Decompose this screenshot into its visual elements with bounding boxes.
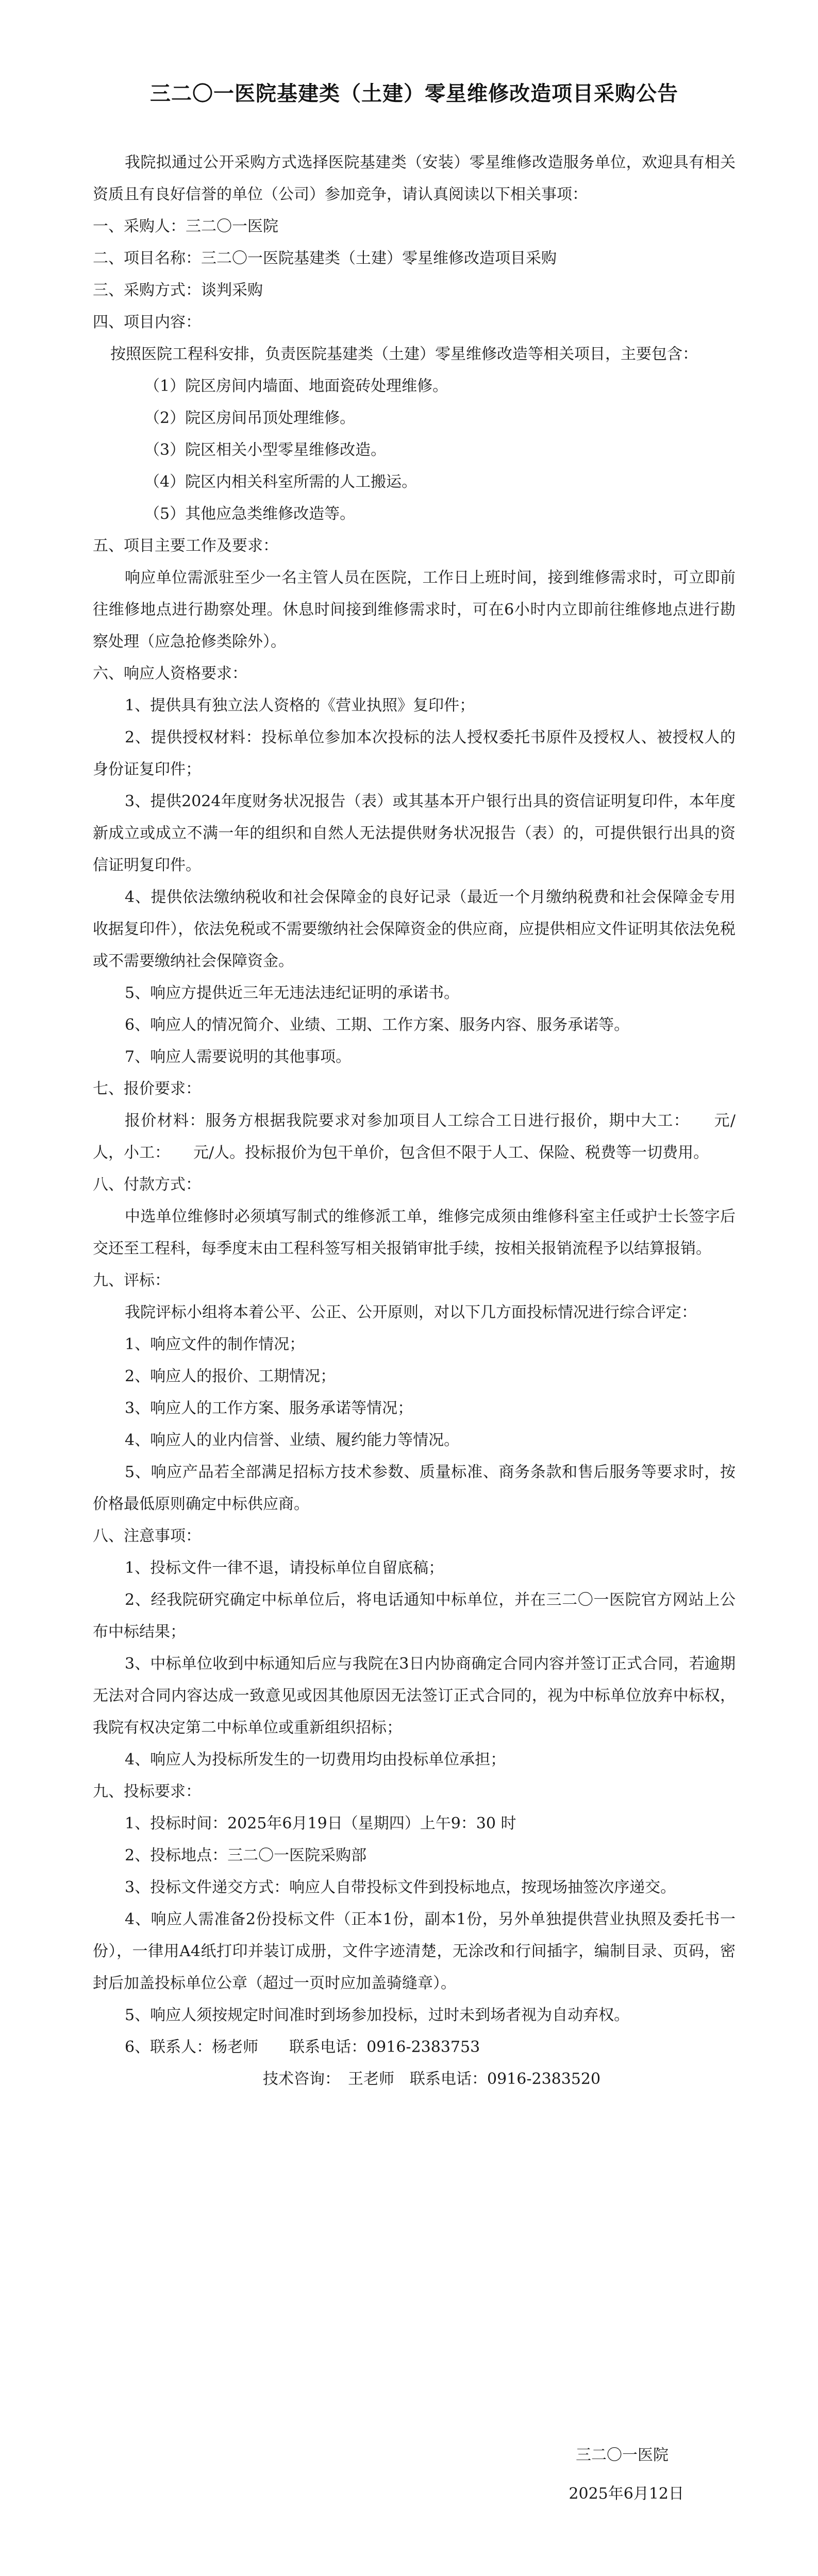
- section-procurement-method: 三、采购方式：谈判采购: [93, 281, 263, 299]
- section-requirements-heading: 五、项目主要工作及要求：: [93, 537, 278, 555]
- section-qualifications-heading: 六、响应人资格要求：: [93, 665, 247, 683]
- qualification-item: 5、响应方提供近三年无违法违纪证明的承诺书。: [125, 984, 460, 1002]
- evaluation-item: 4、响应人的业内信誉、业绩、履约能力等情况。: [125, 1431, 460, 1449]
- evaluation-item: 5、响应产品若全部满足招标方技术参数、质量标准、商务条款和售后服务等要求时，按价格最低原则确定中标供应商。: [93, 1463, 736, 1513]
- content-item: （2）院区房间吊顶处理维修。: [144, 409, 356, 427]
- section-payment-heading: 八、付款方式：: [93, 1176, 201, 1194]
- evaluation-item: 1、响应文件的制作情况；: [125, 1335, 305, 1353]
- note-item: 4、响应人为投标所发生的一切费用均由投标单位承担；: [125, 1751, 506, 1769]
- section-project-name: 二、项目名称：三二〇一医院基建类（土建）零星维修改造项目采购: [93, 249, 557, 267]
- qualification-item: 3、提供2024年度财务状况报告（表）或其基本开户银行出具的资信证明复印件，本年度新成立或成立不满一年的组织和自然人无法提供财务状况报告（表）的，可提供银行出具的资信证明复印件。: [93, 792, 736, 874]
- contact-line: 6、联系人：杨老师 联系电话：0916-2383753: [125, 2038, 480, 2056]
- note-item: 1、投标文件一律不退，请投标单位自留底稿；: [125, 1559, 444, 1577]
- section-evaluation-heading: 九、评标：: [93, 1272, 170, 1290]
- signature-organization: 三二〇一医院: [576, 2446, 669, 2464]
- section-bid-heading: 九、投标要求：: [93, 1783, 201, 1801]
- bid-item: 2、投标地点：三二〇一医院采购部: [125, 1846, 367, 1865]
- section-evaluation-lead: 我院评标小组将本着公平、公正、公开原则，对以下几方面投标情况进行综合评定：: [125, 1303, 697, 1321]
- section-content-heading: 四、项目内容：: [93, 313, 201, 331]
- section-quote-text: 报价材料：服务方根据我院要求对参加项目人工综合工日进行报价，期中大工： 元/人，小工： 元/人。投标报价为包干单价，包含但不限于人工、保险、税费等一切费用。: [93, 1112, 736, 1162]
- content-item: （1）院区房间内墙面、地面瓷砖处理维修。: [144, 377, 448, 395]
- section-purchaser: 一、采购人：三二〇一医院: [93, 217, 278, 235]
- evaluation-item: 2、响应人的报价、工期情况；: [125, 1367, 336, 1385]
- intro-paragraph: 我院拟通过公开采购方式选择医院基建类（安装）零星维修改造服务单位，欢迎具有相关资质且有良好信誉的单位（公司）参加竞争，请认真阅读以下相关事项：: [93, 154, 736, 204]
- qualification-item: 4、提供依法缴纳税收和社会保障金的良好记录（最近一个月缴纳税费和社会保障金专用收据复印件），依法免税或不需要缴纳社会保障资金的供应商，应提供相应文件证明其依法免税或不需要缴纳社会保障资金。: [93, 888, 736, 970]
- bid-item: 1、投标时间：2025年6月19日（星期四）上午9：30 时: [125, 1815, 516, 1833]
- note-item: 3、中标单位收到中标通知后应与我院在3日内协商确定合同内容并签订正式合同，若逾期无法对合同内容达成一致意见或因其他原因无法签订正式合同的，视为中标单位放弃中标权，我院有权决定第二中标单位或重新组织招标；: [93, 1655, 736, 1737]
- page-title: 三二〇一医院基建类（土建）零星维修改造项目采购公告: [150, 82, 678, 106]
- section-content-lead: 按照医院工程科安排，负责医院基建类（土建）零星维修改造等相关项目，主要包含：: [110, 345, 698, 363]
- note-item: 2、经我院研究确定中标单位后，将电话通知中标单位，并在三二〇一医院官方网站上公布中标结果；: [93, 1591, 736, 1641]
- bid-item: 4、响应人需准备2份投标文件（正本1份，副本1份，另外单独提供营业执照及委托书一份），一律用A4纸打印并装订成册，文件字迹清楚，无涂改和行间插字，编制目录、页码，密封后加盖投标单位公章（超过一页时应加盖骑缝章）。: [93, 1910, 736, 1992]
- section-quote-heading: 七、报价要求：: [93, 1080, 201, 1098]
- section-payment-text: 中选单位维修时必须填写制式的维修派工单，维修完成须由维修科室主任或护士长签字后交还至工程科，每季度末由工程科签写相关报销审批手续，按相关报销流程予以结算报销。: [93, 1208, 736, 1258]
- signature-date: 2025年6月12日: [569, 2485, 684, 2503]
- qualification-item: 1、提供具有独立法人资格的《营业执照》复印件；: [125, 697, 475, 715]
- evaluation-item: 3、响应人的工作方案、服务承诺等情况；: [125, 1399, 413, 1417]
- bid-item: 5、响应人须按规定时间准时到场参加投标，过时未到场者视为自动弃权。: [125, 2006, 630, 2024]
- content-item: （3）院区相关小型零星维修改造。: [144, 441, 387, 459]
- section-requirements-text: 响应单位需派驻至少一名主管人员在医院，工作日上班时间，接到维修需求时，可立即前往维修地点进行勘察处理。休息时间接到维修需求时，可在6小时内立即前往维修地点进行勘察处理（应急抢修类除外）。: [93, 569, 736, 651]
- content-item: （4）院区内相关科室所需的人工搬运。: [144, 473, 418, 491]
- bid-item: 3、投标文件递交方式：响应人自带投标文件到投标地点，按现场抽签次序递交。: [125, 1878, 676, 1896]
- content-item: （5）其他应急类维修改造等。: [144, 505, 356, 523]
- tech-contact-line: 技术咨询： 王老师 联系电话：0916-2383520: [263, 2070, 601, 2088]
- qualification-item: 6、响应人的情况简介、业绩、工期、工作方案、服务内容、服务承诺等。: [125, 1016, 630, 1034]
- qualification-item: 2、提供授权材料：投标单位参加本次投标的法人授权委托书原件及授权人、被授权人的身份证复印件；: [93, 728, 736, 778]
- qualification-item: 7、响应人需要说明的其他事项。: [125, 1048, 352, 1066]
- section-notes-heading: 八、注意事项：: [93, 1527, 201, 1545]
